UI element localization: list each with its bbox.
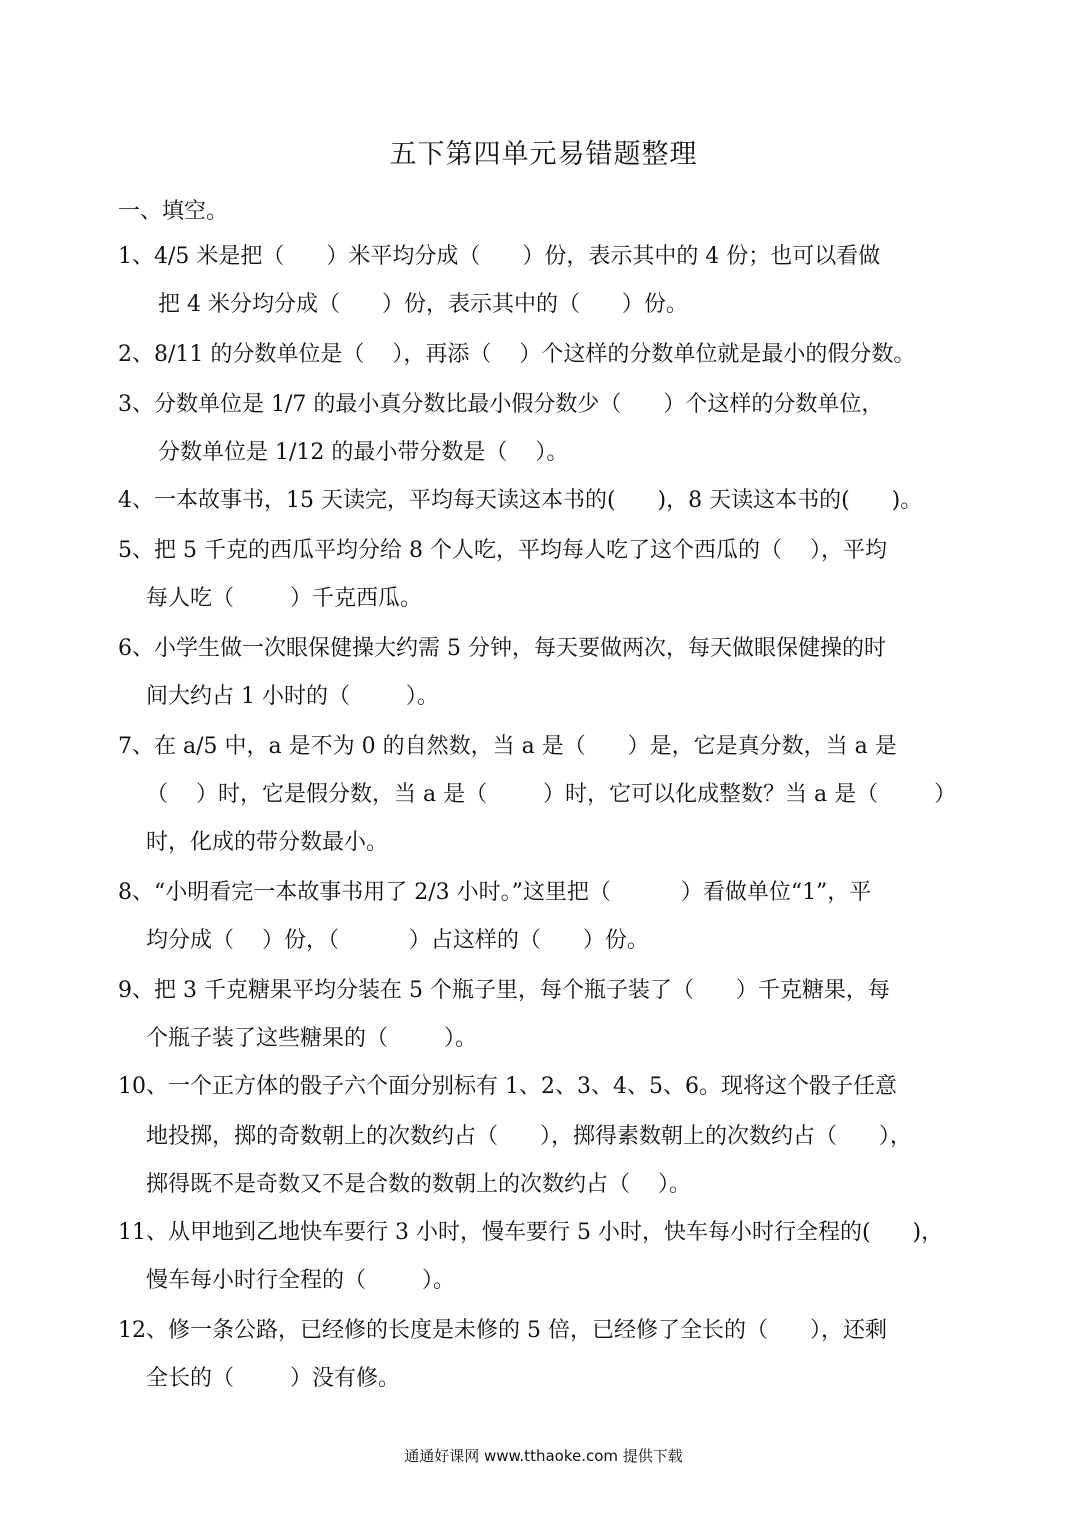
question-7-continuation: 时，化成的带分数最小。 [146,830,389,855]
question-10-continuation: 地投掷，掷的奇数朝上的次数约占（ ），掷得素数朝上的次数约占（ ）， [146,1124,912,1149]
question-7-continuation: （ ）时，它是假分数，当 a 是（ ）时，它可以化成整数？当 a 是（ ） [146,782,957,807]
question-3: 3、分数单位是 1/7 的最小真分数比最小假分数少（ ）个这样的分数单位， [118,392,884,417]
question-10: 10、一个正方体的骰子六个面分别标有 1、2、3、4、5、6。现将这个骰子任意 [118,1074,897,1099]
question-5: 5、把 5 千克的西瓜平均分给 8 个人吃，平均每人吃了这个西瓜的（ ），平均 [118,538,887,563]
question-4: 4、一本故事书，15 天读完，平均每天读这本书的( )，8 天读这本书的( )。 [118,488,923,513]
question-10-continuation: 掷得既不是奇数又不是合数的数朝上的次数约占（ ）。 [146,1172,691,1197]
page-title: 五下第四单元易错题整理 [389,139,698,170]
section-heading: 一、填空。 [118,199,229,224]
question-12-continuation: 全长的（ ）没有修。 [146,1366,400,1391]
question-11-continuation: 慢车每小时行全程的（ ）。 [146,1268,455,1293]
question-9-continuation: 个瓶子装了这些糖果的（ ）。 [146,1026,477,1051]
question-8: 8、“小明看完一本故事书用了 2/3 小时。”这里把（ ）看做单位“1”，平 [118,880,872,905]
question-6: 6、小学生做一次眼保健操大约需 5 分钟，每天要做两次，每天做眼保健操的时 [118,636,886,661]
question-1-continuation: 把 4 米分均分成（ ）份，表示其中的（ ）份。 [158,292,688,317]
question-12: 12、修一条公路，已经修的长度是未修的 5 倍，已经修了全长的（ ），还剩 [118,1318,887,1343]
question-9: 9、把 3 千克糖果平均分装在 5 个瓶子里，每个瓶子装了（ ）千克糖果，每 [118,978,890,1003]
question-1: 1、4/5 米是把（ ）米平均分成（ ）份，表示其中的 4 份；也可以看做 [118,244,881,269]
question-8-continuation: 均分成（ ）份，（ ）占这样的（ ）份。 [146,928,649,953]
question-2: 2、8/11 的分数单位是（ ），再添（ ）个这样的分数单位就是最小的假分数。 [118,342,916,367]
question-3-continuation: 分数单位是 1/12 的最小带分数是（ ）。 [158,440,569,465]
question-7: 7、在 a/5 中，a 是不为 0 的自然数，当 a 是（ ）是，它是真分数，当 a 是 [118,734,897,759]
question-6-continuation: 间大约占 1 小时的（ ）。 [146,684,439,709]
question-5-continuation: 每人吃（ ）千克西瓜。 [146,586,422,611]
footer-text: 通通好课网 www.tthaoke.com 提供下载 [404,1447,683,1465]
question-11: 11、从甲地到乙地快车要行 3 小时，慢车要行 5 小时，快车每小时行全程的( )， [118,1220,944,1245]
